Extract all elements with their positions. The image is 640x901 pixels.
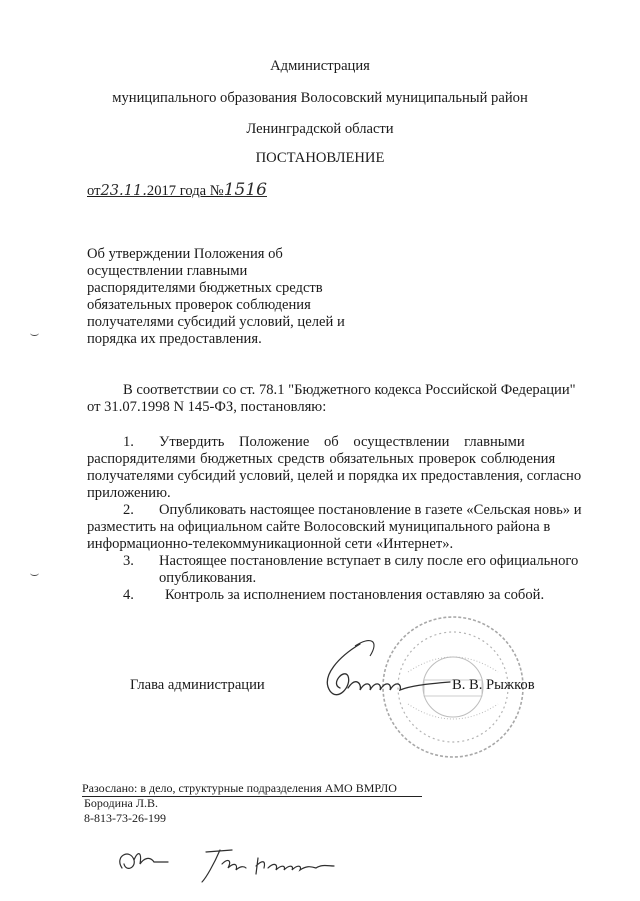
handwritten-approval-marks	[110, 838, 370, 888]
item-text-line: Опубликовать настоящее постановление в газете «Сельская новь» и	[159, 502, 582, 518]
item-text-line: Утвердить Положение об осуществлении главными	[159, 434, 525, 450]
executor-name: Бородина Л.В.	[84, 796, 158, 810]
resolution-items	[87, 434, 599, 604]
header-municipality: муниципального образования Волосовский муниципальный район	[112, 90, 528, 106]
subject-line: осуществлении главными	[87, 263, 248, 279]
header-organization: Администрация	[270, 58, 370, 74]
item-text-line: получателями субсидий условий, целей и порядка их предоставления, согласно	[87, 468, 582, 484]
item-text-line: опубликования.	[159, 570, 257, 586]
resolution-item	[87, 587, 599, 604]
header-region: Ленинградской области	[246, 121, 394, 137]
date-handwritten: 23.11.	[100, 182, 147, 199]
subject-line: обязательных проверок соблюдения	[87, 297, 311, 313]
document-type: ПОСТАНОВЛЕНИЕ	[255, 150, 385, 166]
item-text-line: распорядителями бюджетных средств обязательных проверок соблюдения	[87, 451, 556, 467]
preamble	[87, 382, 599, 416]
item-text-line: информационно-телекоммуникационной сети «Интернет».	[87, 536, 454, 552]
item-text-line: Настоящее постановление вступает в силу после его официального	[159, 553, 579, 569]
item-first-line	[87, 587, 599, 604]
document-number-handwritten: 1516	[223, 180, 267, 200]
resolution-item	[87, 502, 599, 553]
item-text-line: приложению.	[87, 485, 171, 501]
item-text-line: разместить на официальном сайте Волосовский муниципального района в	[87, 519, 551, 535]
subject-line: распорядителями бюджетных средств	[87, 280, 323, 296]
subject-line: получателями субсидий условий, целей и	[87, 314, 345, 330]
preamble-line: от 31.07.1998 N 145-ФЗ, постановляю:	[87, 399, 327, 415]
item-first-line	[87, 502, 599, 519]
subject-line: порядка их предоставления.	[87, 331, 262, 347]
date-prefix: от	[87, 183, 101, 199]
subject-line: Об утверждении Положения об	[87, 246, 283, 262]
subject-block	[87, 246, 387, 348]
item-text-line: Контроль за исполнением постановления оставляю за собой.	[165, 587, 545, 603]
item-number: 3.	[123, 553, 134, 569]
item-number: 2.	[123, 502, 134, 518]
signatory-position: Глава администрации	[130, 677, 265, 693]
item-first-line	[87, 434, 599, 451]
item-number: 4.	[123, 587, 134, 603]
executor-phone: 8-813-73-26-199	[84, 811, 166, 825]
handwritten-signature	[300, 636, 470, 706]
margin-mark	[30, 330, 39, 336]
resolution-item	[87, 434, 599, 502]
margin-mark	[30, 570, 39, 576]
signatory-name: В. В. Рыжков	[452, 677, 535, 693]
date-line	[87, 182, 267, 200]
preamble-line: В соответствии со ст. 78.1 "Бюджетного кодекса Российской Федерации"	[123, 382, 576, 398]
distribution-list: Разослано: в дело, структурные подразделения АМО ВМРЛО	[82, 781, 422, 797]
date-year-label: 2017 года №	[146, 183, 224, 199]
resolution-item	[87, 553, 599, 587]
item-first-line	[87, 553, 599, 570]
item-number: 1.	[123, 434, 134, 450]
